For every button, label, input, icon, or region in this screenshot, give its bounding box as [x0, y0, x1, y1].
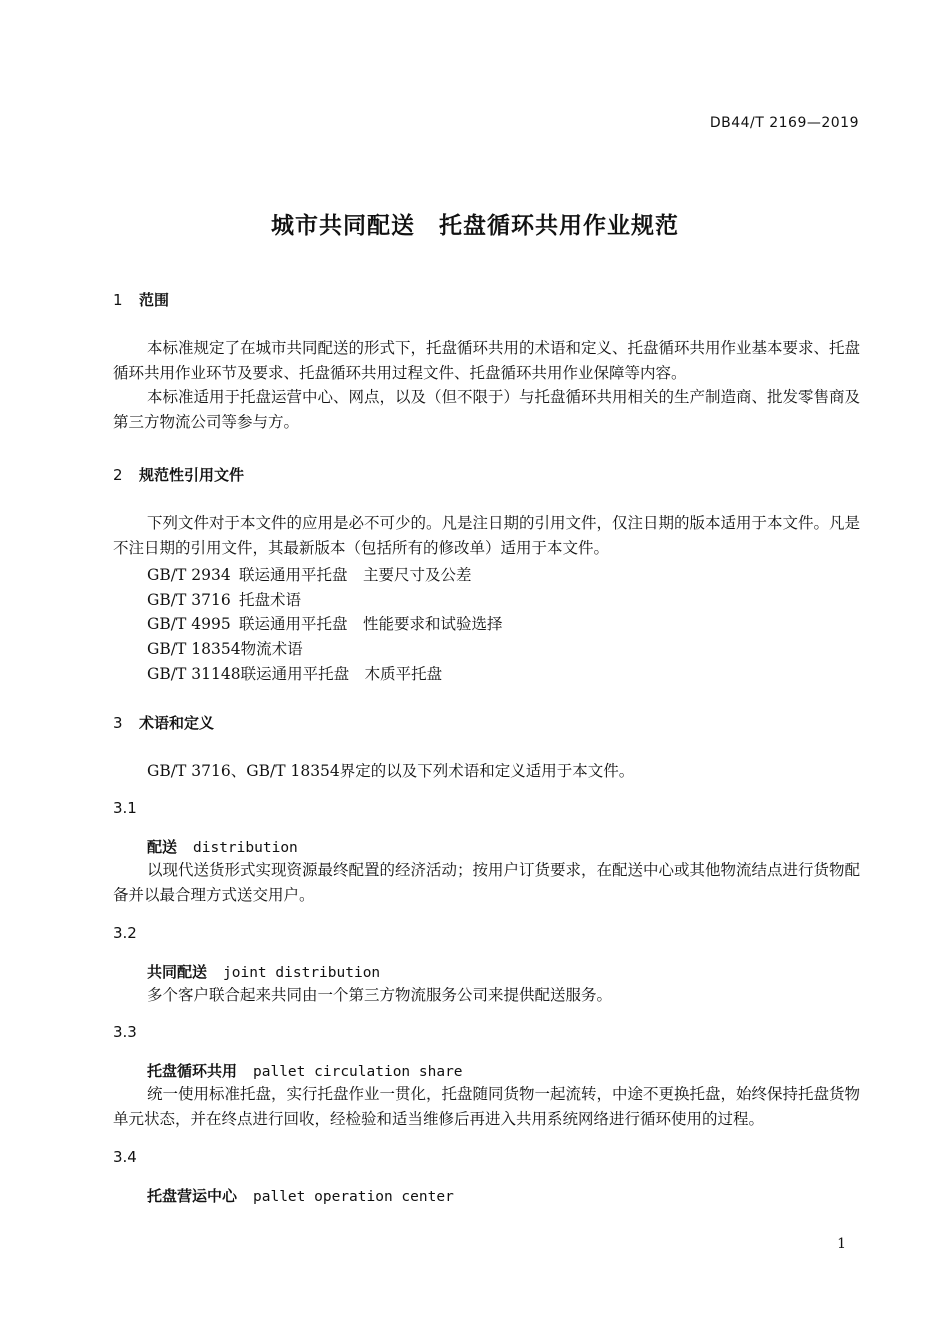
page-number: 1	[837, 1236, 846, 1252]
title-part-2: 托盘循环共用作业规范	[439, 213, 679, 239]
subsection-number: 3.3	[113, 1023, 137, 1041]
term-heading: 配送 distribution	[147, 838, 298, 856]
section-2-heading: 2 规范性引用文件	[113, 466, 245, 484]
term-heading: 托盘营运中心 pallet operation center	[147, 1187, 454, 1205]
section-3-paragraph-1: GB/T 3716、GB/T 18354界定的以及下列术语和定义适用于本文件。	[147, 762, 635, 780]
section-1-paragraph-2: 本标准适用于托盘运营中心、网点，以及（但不限于）与托盘循环共用相关的生产制造商、批发零售商及第三方物流公司等参与方。	[113, 388, 861, 431]
title-part-1: 城市共同配送	[271, 213, 415, 239]
section-3-heading: 3 术语和定义	[113, 714, 215, 732]
reference-item: GB/T 3716 托盘术语	[147, 591, 302, 609]
section-1-paragraph-1: 本标准规定了在城市共同配送的形式下，托盘循环共用的术语和定义、托盘循环共用作业基本要求、托盘循环共用作业环节及要求、托盘循环共用过程文件、托盘循环共用作业保障等内容。	[113, 339, 861, 382]
reference-item: GB/T 18354物流术语	[147, 640, 303, 658]
subsection-number: 3.4	[113, 1148, 137, 1166]
subsection-number: 3.2	[113, 924, 137, 942]
section-1-heading: 1 范围	[113, 291, 170, 309]
term-heading: 共同配送 joint distribution	[147, 963, 381, 981]
reference-item: GB/T 31148联运通用平托盘 木质平托盘	[147, 665, 443, 683]
document-id-header: DB44/T 2169—2019	[709, 115, 859, 131]
subsection-number: 3.1	[113, 799, 137, 817]
section-2-paragraph-1: 下列文件对于本文件的应用是必不可少的。凡是注日期的引用文件，仅注日期的版本适用于本文件。凡是不注日期的引用文件，其最新版本（包括所有的修改单）适用于本文件。	[113, 514, 861, 557]
reference-item: GB/T 2934 联运通用平托盘 主要尺寸及公差	[147, 566, 472, 584]
page-title	[0, 207, 950, 240]
term-definition: 多个客户联合起来共同由一个第三方物流服务公司来提供配送服务。	[147, 986, 613, 1004]
term-definition: 统一使用标准托盘，实行托盘作业一贯化，托盘随同货物一起流转，中途不更换托盘，始终保持托盘货物单元状态，并在终点进行回收，经检验和适当维修后再进入共用系统网络进行循环使用的过程。	[113, 1085, 861, 1128]
reference-item: GB/T 4995 联运通用平托盘 性能要求和试验选择	[147, 615, 503, 633]
term-heading: 托盘循环共用 pallet circulation share	[147, 1062, 463, 1080]
term-definition: 以现代送货形式实现资源最终配置的经济活动；按用户订货要求，在配送中心或其他物流结点进行货物配备并以最合理方式送交用户。	[113, 861, 861, 904]
